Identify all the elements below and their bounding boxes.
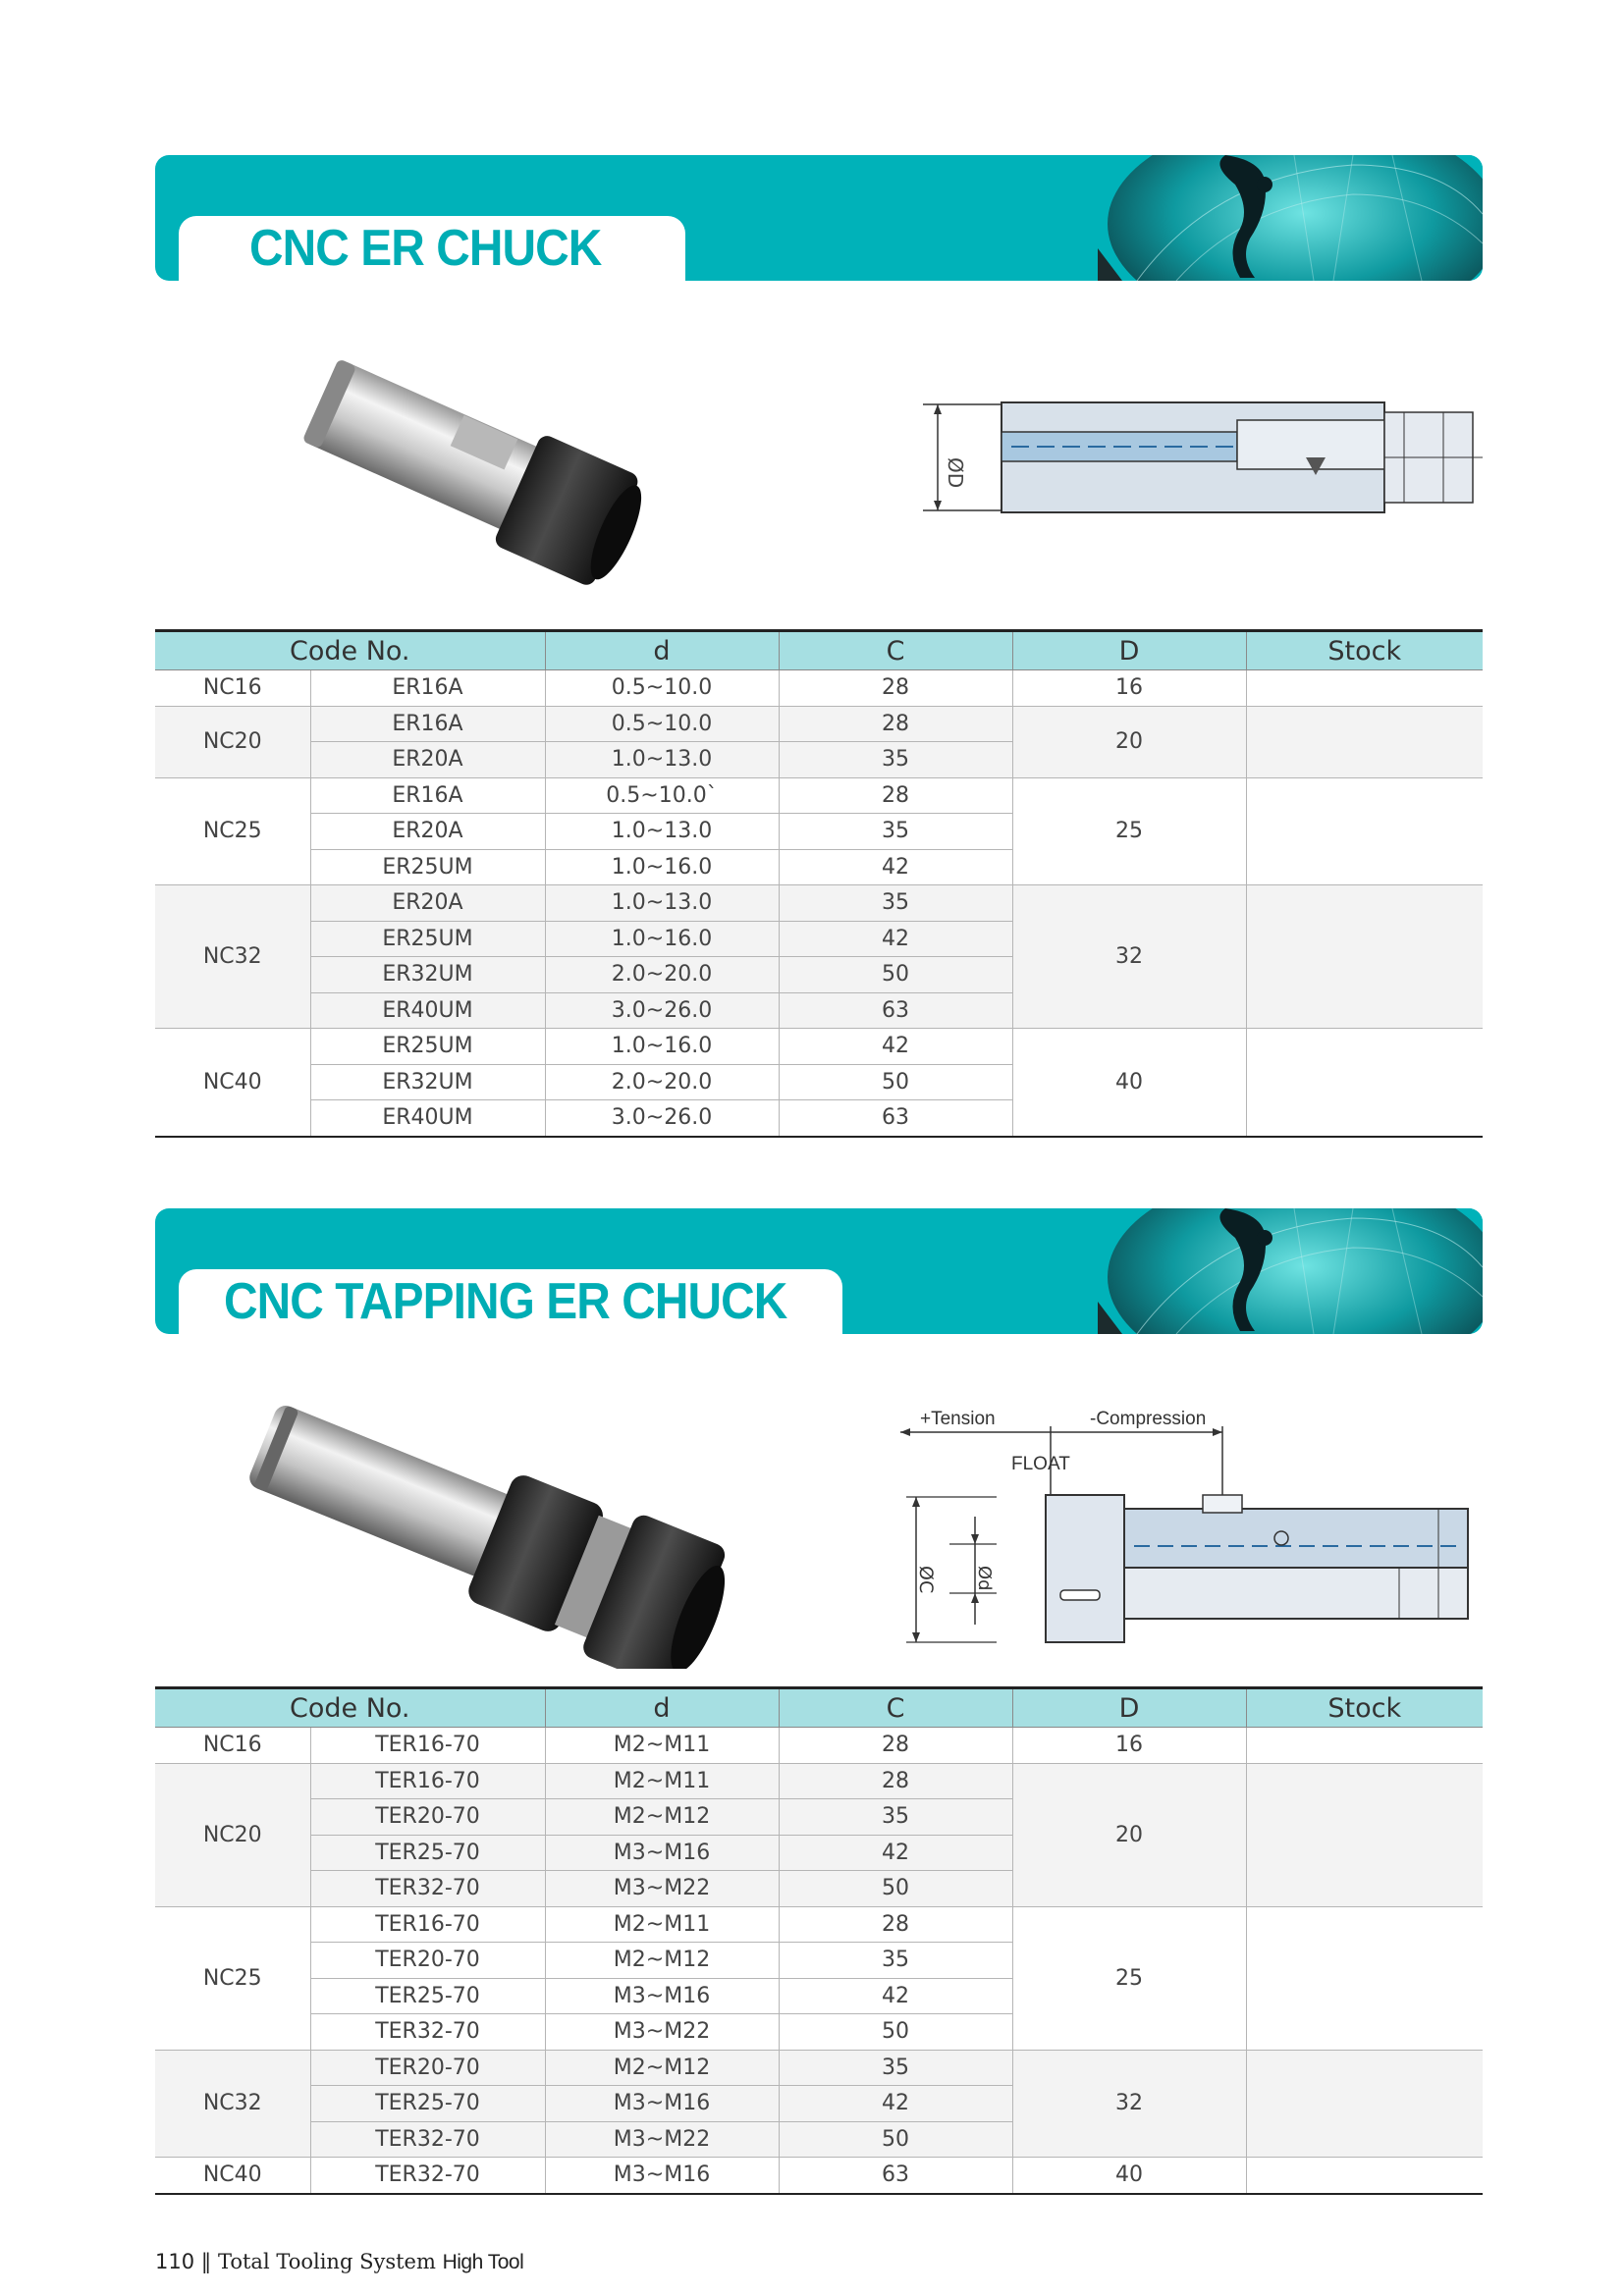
d-cell: M3~M16 [545, 2086, 779, 2122]
model-cell: TER25-70 [310, 1978, 545, 2014]
cnc-er-chuck-drawing [913, 393, 1483, 525]
model-cell: ER32UM [310, 1064, 545, 1100]
d-cell: M3~M16 [545, 1835, 779, 1871]
banner-title-tab [179, 1269, 842, 1334]
c-cell: 50 [779, 2014, 1012, 2051]
model-cell: TER16-70 [310, 1906, 545, 1943]
d-cell: 1.0~13.0 [545, 742, 779, 778]
c-cell: 63 [779, 992, 1012, 1029]
d-cell: M3~M22 [545, 2121, 779, 2158]
c-cell: 35 [779, 742, 1012, 778]
d-cell: M2~M12 [545, 1799, 779, 1836]
d-cell: 1.0~16.0 [545, 921, 779, 957]
d-cell: 1.0~16.0 [545, 1029, 779, 1065]
c-cell: 42 [779, 1835, 1012, 1871]
table-row [155, 2050, 1483, 2086]
group-d-cell: 32 [1012, 2050, 1246, 2158]
d-cell: 1.0~13.0 [545, 814, 779, 850]
table-row [155, 1029, 1483, 1065]
model-cell: ER25UM [310, 849, 545, 885]
cnc-er-chuck-spec-table [155, 629, 1483, 1138]
d-cell: 0.5~10.0 [545, 706, 779, 742]
d-cell: M2~M11 [545, 1728, 779, 1764]
stock-cell [1246, 1763, 1483, 1906]
c-cell: 50 [779, 1871, 1012, 1907]
table-header-row [155, 631, 1483, 670]
d-cell: 2.0~20.0 [545, 957, 779, 993]
c-cell: 28 [779, 670, 1012, 707]
cnc-er-chuck-photo [285, 339, 658, 604]
footer-text: Total Tooling System [217, 2250, 436, 2273]
model-cell: ER40UM [310, 992, 545, 1029]
group-code-cell: NC32 [155, 885, 310, 1029]
model-cell: TER16-70 [310, 1728, 545, 1764]
model-cell: TER32-70 [310, 1871, 545, 1907]
header-d-upper: D [1012, 1688, 1246, 1728]
stock-cell [1246, 670, 1483, 707]
c-cell: 28 [779, 1906, 1012, 1943]
stock-cell [1246, 1728, 1483, 1764]
section2-banner [155, 1208, 1483, 1334]
d-cell: 0.5~10.0` [545, 777, 779, 814]
group-code-cell: NC16 [155, 1728, 310, 1764]
model-cell: TER20-70 [310, 1799, 545, 1836]
stock-cell [1246, 2050, 1483, 2158]
stock-cell [1246, 2158, 1483, 2194]
c-cell: 28 [779, 1728, 1012, 1764]
d-cell: 0.5~10.0 [545, 670, 779, 707]
table-row [155, 2158, 1483, 2194]
page-number: 110 [155, 2250, 195, 2273]
table-row [155, 1728, 1483, 1764]
stock-cell [1246, 706, 1483, 777]
model-cell: TER25-70 [310, 1835, 545, 1871]
model-cell: ER32UM [310, 957, 545, 993]
group-code-cell: NC40 [155, 1029, 310, 1137]
group-code-cell: NC16 [155, 670, 310, 707]
header-code-no: Code No. [155, 631, 545, 670]
banner-emblem-image [1098, 1208, 1483, 1334]
c-cell: 42 [779, 921, 1012, 957]
d-cell: M3~M22 [545, 1871, 779, 1907]
banner-emblem-image [1098, 155, 1483, 281]
d-cell: M2~M12 [545, 1943, 779, 1979]
d-cell: 1.0~13.0 [545, 885, 779, 922]
group-d-cell: 20 [1012, 706, 1246, 777]
c-cell: 63 [779, 1100, 1012, 1137]
c-cell: 35 [779, 1799, 1012, 1836]
dim-label-oc: ØC [915, 1566, 937, 1594]
group-code-cell: NC40 [155, 2158, 310, 2194]
model-cell: TER32-70 [310, 2121, 545, 2158]
group-code-cell: NC25 [155, 1906, 310, 2050]
model-cell: ER40UM [310, 1100, 545, 1137]
c-cell: 50 [779, 2121, 1012, 2158]
table-row [155, 1763, 1483, 1799]
model-cell: ER20A [310, 814, 545, 850]
group-code-cell: NC32 [155, 2050, 310, 2158]
table-row [155, 1906, 1483, 1943]
c-cell: 42 [779, 849, 1012, 885]
c-cell: 42 [779, 2086, 1012, 2122]
table-row [155, 777, 1483, 814]
header-c: C [779, 631, 1012, 670]
table-header-row [155, 1688, 1483, 1728]
footer-separator: ‖ [200, 2250, 212, 2273]
cnc-tapping-er-chuck-spec-table [155, 1686, 1483, 2195]
model-cell: TER20-70 [310, 2050, 545, 2086]
model-cell: ER16A [310, 706, 545, 742]
table-row [155, 670, 1483, 707]
header-code-no: Code No. [155, 1688, 545, 1728]
d-cell: M2~M12 [545, 2050, 779, 2086]
group-d-cell: 40 [1012, 2158, 1246, 2194]
c-cell: 50 [779, 957, 1012, 993]
model-cell: ER20A [310, 742, 545, 778]
group-d-cell: 25 [1012, 777, 1246, 885]
header-d: d [545, 631, 779, 670]
cnc-tapping-er-chuck-drawing [889, 1399, 1483, 1644]
stock-cell [1246, 1029, 1483, 1137]
header-stock: Stock [1246, 631, 1483, 670]
d-cell: M3~M16 [545, 2158, 779, 2194]
banner-title-tab [179, 216, 685, 281]
c-cell: 42 [779, 1029, 1012, 1065]
header-c: C [779, 1688, 1012, 1728]
model-cell: ER16A [310, 777, 545, 814]
group-d-cell: 32 [1012, 885, 1246, 1029]
group-d-cell: 20 [1012, 1763, 1246, 1906]
c-cell: 35 [779, 814, 1012, 850]
group-code-cell: NC20 [155, 706, 310, 777]
model-cell: ER25UM [310, 921, 545, 957]
model-cell: TER25-70 [310, 2086, 545, 2122]
model-cell: ER20A [310, 885, 545, 922]
d-cell: M3~M16 [545, 1978, 779, 2014]
table-row [155, 885, 1483, 922]
compression-label: -Compression [1090, 1409, 1207, 1429]
group-d-cell: 40 [1012, 1029, 1246, 1137]
model-cell: ER16A [310, 670, 545, 707]
model-cell: TER32-70 [310, 2158, 545, 2194]
c-cell: 35 [779, 1943, 1012, 1979]
header-d-upper: D [1012, 631, 1246, 670]
footer-brand: High Tool [442, 2251, 524, 2273]
model-cell: TER20-70 [310, 1943, 545, 1979]
d-cell: M2~M11 [545, 1763, 779, 1799]
float-label: FLOAT [1011, 1454, 1070, 1474]
stock-cell [1246, 777, 1483, 885]
c-cell: 28 [779, 1763, 1012, 1799]
cnc-tapping-er-chuck-photo [236, 1394, 727, 1669]
section-title: CNC ER CHUCK [249, 220, 602, 277]
c-cell: 28 [779, 777, 1012, 814]
group-code-cell: NC25 [155, 777, 310, 885]
group-d-cell: 16 [1012, 670, 1246, 707]
stock-cell [1246, 885, 1483, 1029]
group-d-cell: 16 [1012, 1728, 1246, 1764]
header-d: d [545, 1688, 779, 1728]
dim-label-od-small: Ød [974, 1566, 995, 1591]
model-cell: TER16-70 [310, 1763, 545, 1799]
model-cell: TER32-70 [310, 2014, 545, 2051]
c-cell: 35 [779, 2050, 1012, 2086]
page-footer [155, 2250, 523, 2274]
model-cell: ER25UM [310, 1029, 545, 1065]
section1-banner [155, 155, 1483, 281]
section-title: CNC TAPPING ER CHUCK [224, 1273, 787, 1330]
c-cell: 28 [779, 706, 1012, 742]
group-code-cell: NC20 [155, 1763, 310, 1906]
c-cell: 50 [779, 1064, 1012, 1100]
c-cell: 42 [779, 1978, 1012, 2014]
d-cell: M2~M11 [545, 1906, 779, 1943]
stock-cell [1246, 1906, 1483, 2050]
header-stock: Stock [1246, 1688, 1483, 1728]
d-cell: 3.0~26.0 [545, 992, 779, 1029]
tension-label: +Tension [920, 1409, 996, 1429]
d-cell: 1.0~16.0 [545, 849, 779, 885]
d-cell: 2.0~20.0 [545, 1064, 779, 1100]
d-cell: 3.0~26.0 [545, 1100, 779, 1137]
d-cell: M3~M22 [545, 2014, 779, 2051]
c-cell: 35 [779, 885, 1012, 922]
dim-label-od: ØD [944, 457, 967, 489]
group-d-cell: 25 [1012, 1906, 1246, 2050]
c-cell: 63 [779, 2158, 1012, 2194]
table-row [155, 706, 1483, 742]
